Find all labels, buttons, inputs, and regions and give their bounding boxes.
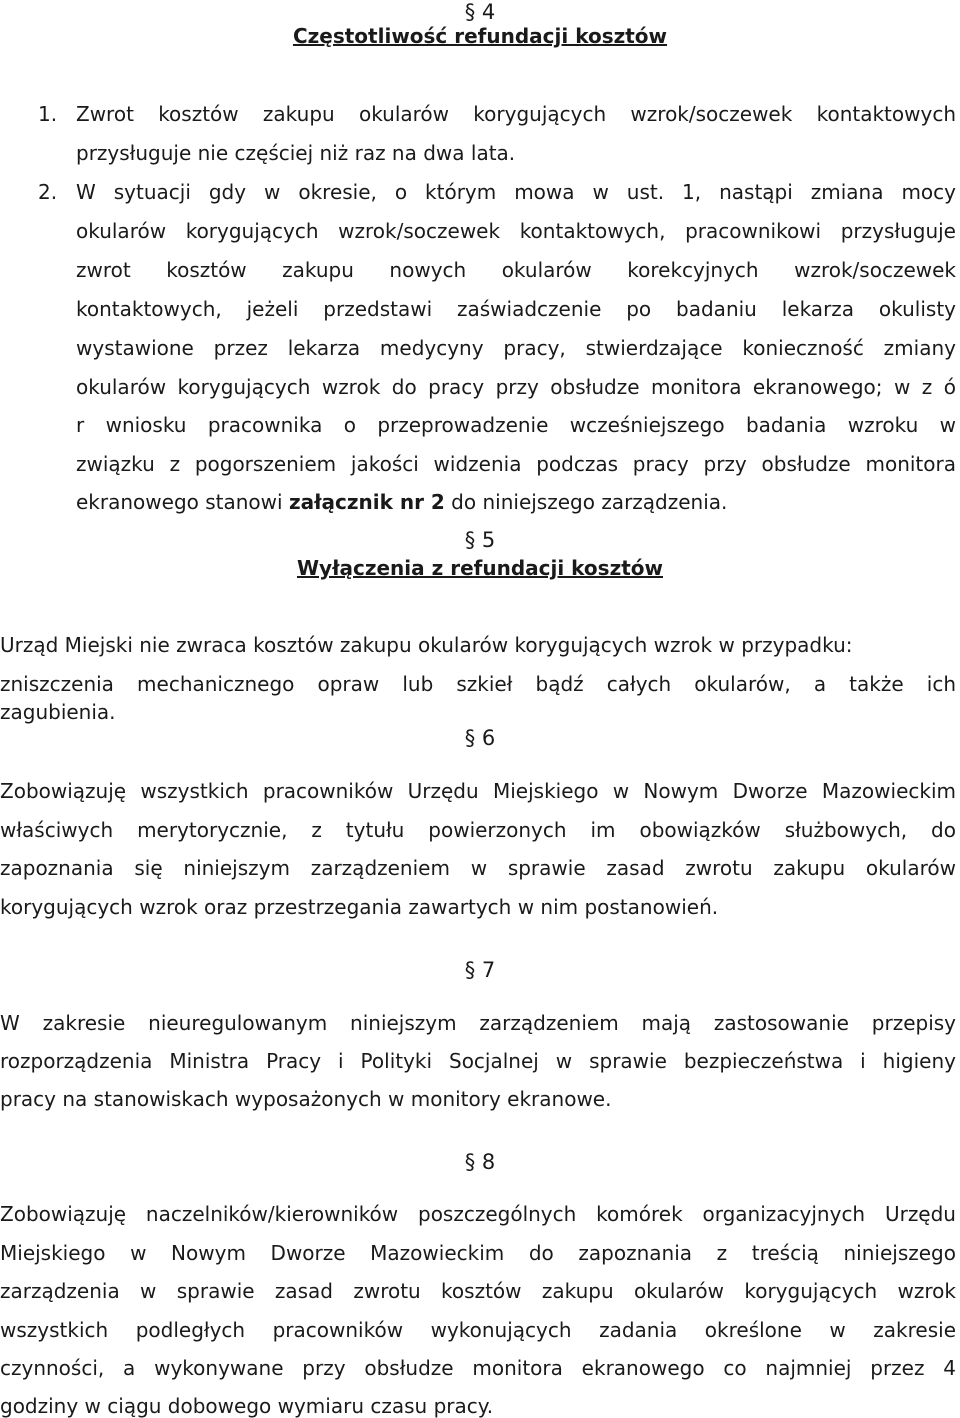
item-2-line: W sytuacji gdy w okresie, o którym mowa w ust. 1, nastąpi zmiana mocy xyxy=(76,180,956,204)
section-6-line: zapoznania się niniejszym zarządzeniem w sprawie zasad zwrotu zakupu okularów xyxy=(0,856,956,880)
section-7-line: W zakresie nieuregulowanym niniejszym zarządzeniem mają zastosowanie przepisy xyxy=(0,1011,956,1035)
section-6-symbol: § 6 xyxy=(464,726,496,750)
section-8-line: Miejskiego w Nowym Dworze Mazowieckim do zapoznania z treścią niniejszego xyxy=(0,1241,956,1265)
item-2-last-line xyxy=(76,490,956,514)
item-2-line: kontaktowych, jeżeli przedstawi zaświadczenie po badaniu lekarza okulisty xyxy=(76,297,956,321)
item-2-line: wystawione przez lekarza medycyny pracy, stwierdzające konieczność zmiany xyxy=(76,336,956,360)
item-2-last-text: ekranowego stanowi xyxy=(76,490,289,514)
item-2-number: 2. xyxy=(38,180,58,204)
item-1-number: 1. xyxy=(38,102,58,126)
section-4-title: Częstotliwość refundacji kosztów xyxy=(292,24,668,48)
item-1-line: przysługuje nie częściej niż raz na dwa lata. xyxy=(76,141,516,165)
section-8-line: zarządzenia w sprawie zasad zwrotu kosztów zakupu okularów korygujących wzrok xyxy=(0,1279,956,1303)
section-6-line: korygujących wzrok oraz przestrzegania zawartych w nim postanowień. xyxy=(0,895,719,919)
section-4-symbol: § 4 xyxy=(464,0,496,24)
section-5-line: zagubienia. xyxy=(0,700,116,724)
section-8-line: czynności, a wykonywane przy obsłudze monitora ekranowego co najmniej przez 4 xyxy=(0,1356,956,1380)
attachment-reference: załącznik nr 2 xyxy=(288,490,445,514)
section-8-line: Zobowiązuję naczelników/kierowników poszczególnych komórek organizacyjnych Urzędu xyxy=(0,1202,956,1226)
section-6-line: właściwych merytorycznie, z tytułu powierzonych im obowiązków służbowych, do xyxy=(0,818,956,842)
section-5-line: zniszczenia mechanicznego opraw lub szkieł bądź całych okularów, a także ich xyxy=(0,672,956,696)
section-5-title: Wyłączenia z refundacji kosztów xyxy=(296,556,663,580)
item-2-line: r wniosku pracownika o przeprowadzenie wcześniejszego badania wzroku w xyxy=(76,413,956,437)
section-5-line: Urząd Miejski nie zwraca kosztów zakupu okularów korygujących wzrok w przypadku: xyxy=(0,633,853,657)
section-7-line: rozporządzenia Ministra Pracy i Polityki Socjalnej w sprawie bezpieczeństwa i higieny xyxy=(0,1049,956,1073)
item-2-last-text: do niniejszego zarządzenia. xyxy=(444,490,728,514)
section-7-line: pracy na stanowiskach wyposażonych w monitory ekranowe. xyxy=(0,1087,612,1111)
section-8-line: wszystkich podległych pracowników wykonujących zadania określone w zakresie xyxy=(0,1318,956,1342)
section-7-symbol: § 7 xyxy=(464,958,496,982)
item-2-line: okularów korygujących wzrok do pracy przy obsłudze monitora ekranowego; w z ó xyxy=(76,375,956,399)
section-8-symbol: § 8 xyxy=(464,1150,496,1174)
item-2-line: zwrot kosztów zakupu nowych okularów korekcyjnych wzrok/soczewek xyxy=(76,258,956,282)
section-5-symbol: § 5 xyxy=(464,528,496,552)
section-8-line: godziny w ciągu dobowego wymiaru czasu pracy. xyxy=(0,1394,494,1418)
item-1-line: Zwrot kosztów zakupu okularów korygujących wzrok/soczewek kontaktowych xyxy=(76,102,956,126)
item-2-line: okularów korygujących wzrok/soczewek kontaktowych, pracownikowi przysługuje xyxy=(76,219,956,243)
section-6-line: Zobowiązuję wszystkich pracowników Urzędu Miejskiego w Nowym Dworze Mazowieckim xyxy=(0,779,956,803)
item-2-line: związku z pogorszeniem jakości widzenia podczas pracy przy obsłudze monitora xyxy=(76,452,956,476)
